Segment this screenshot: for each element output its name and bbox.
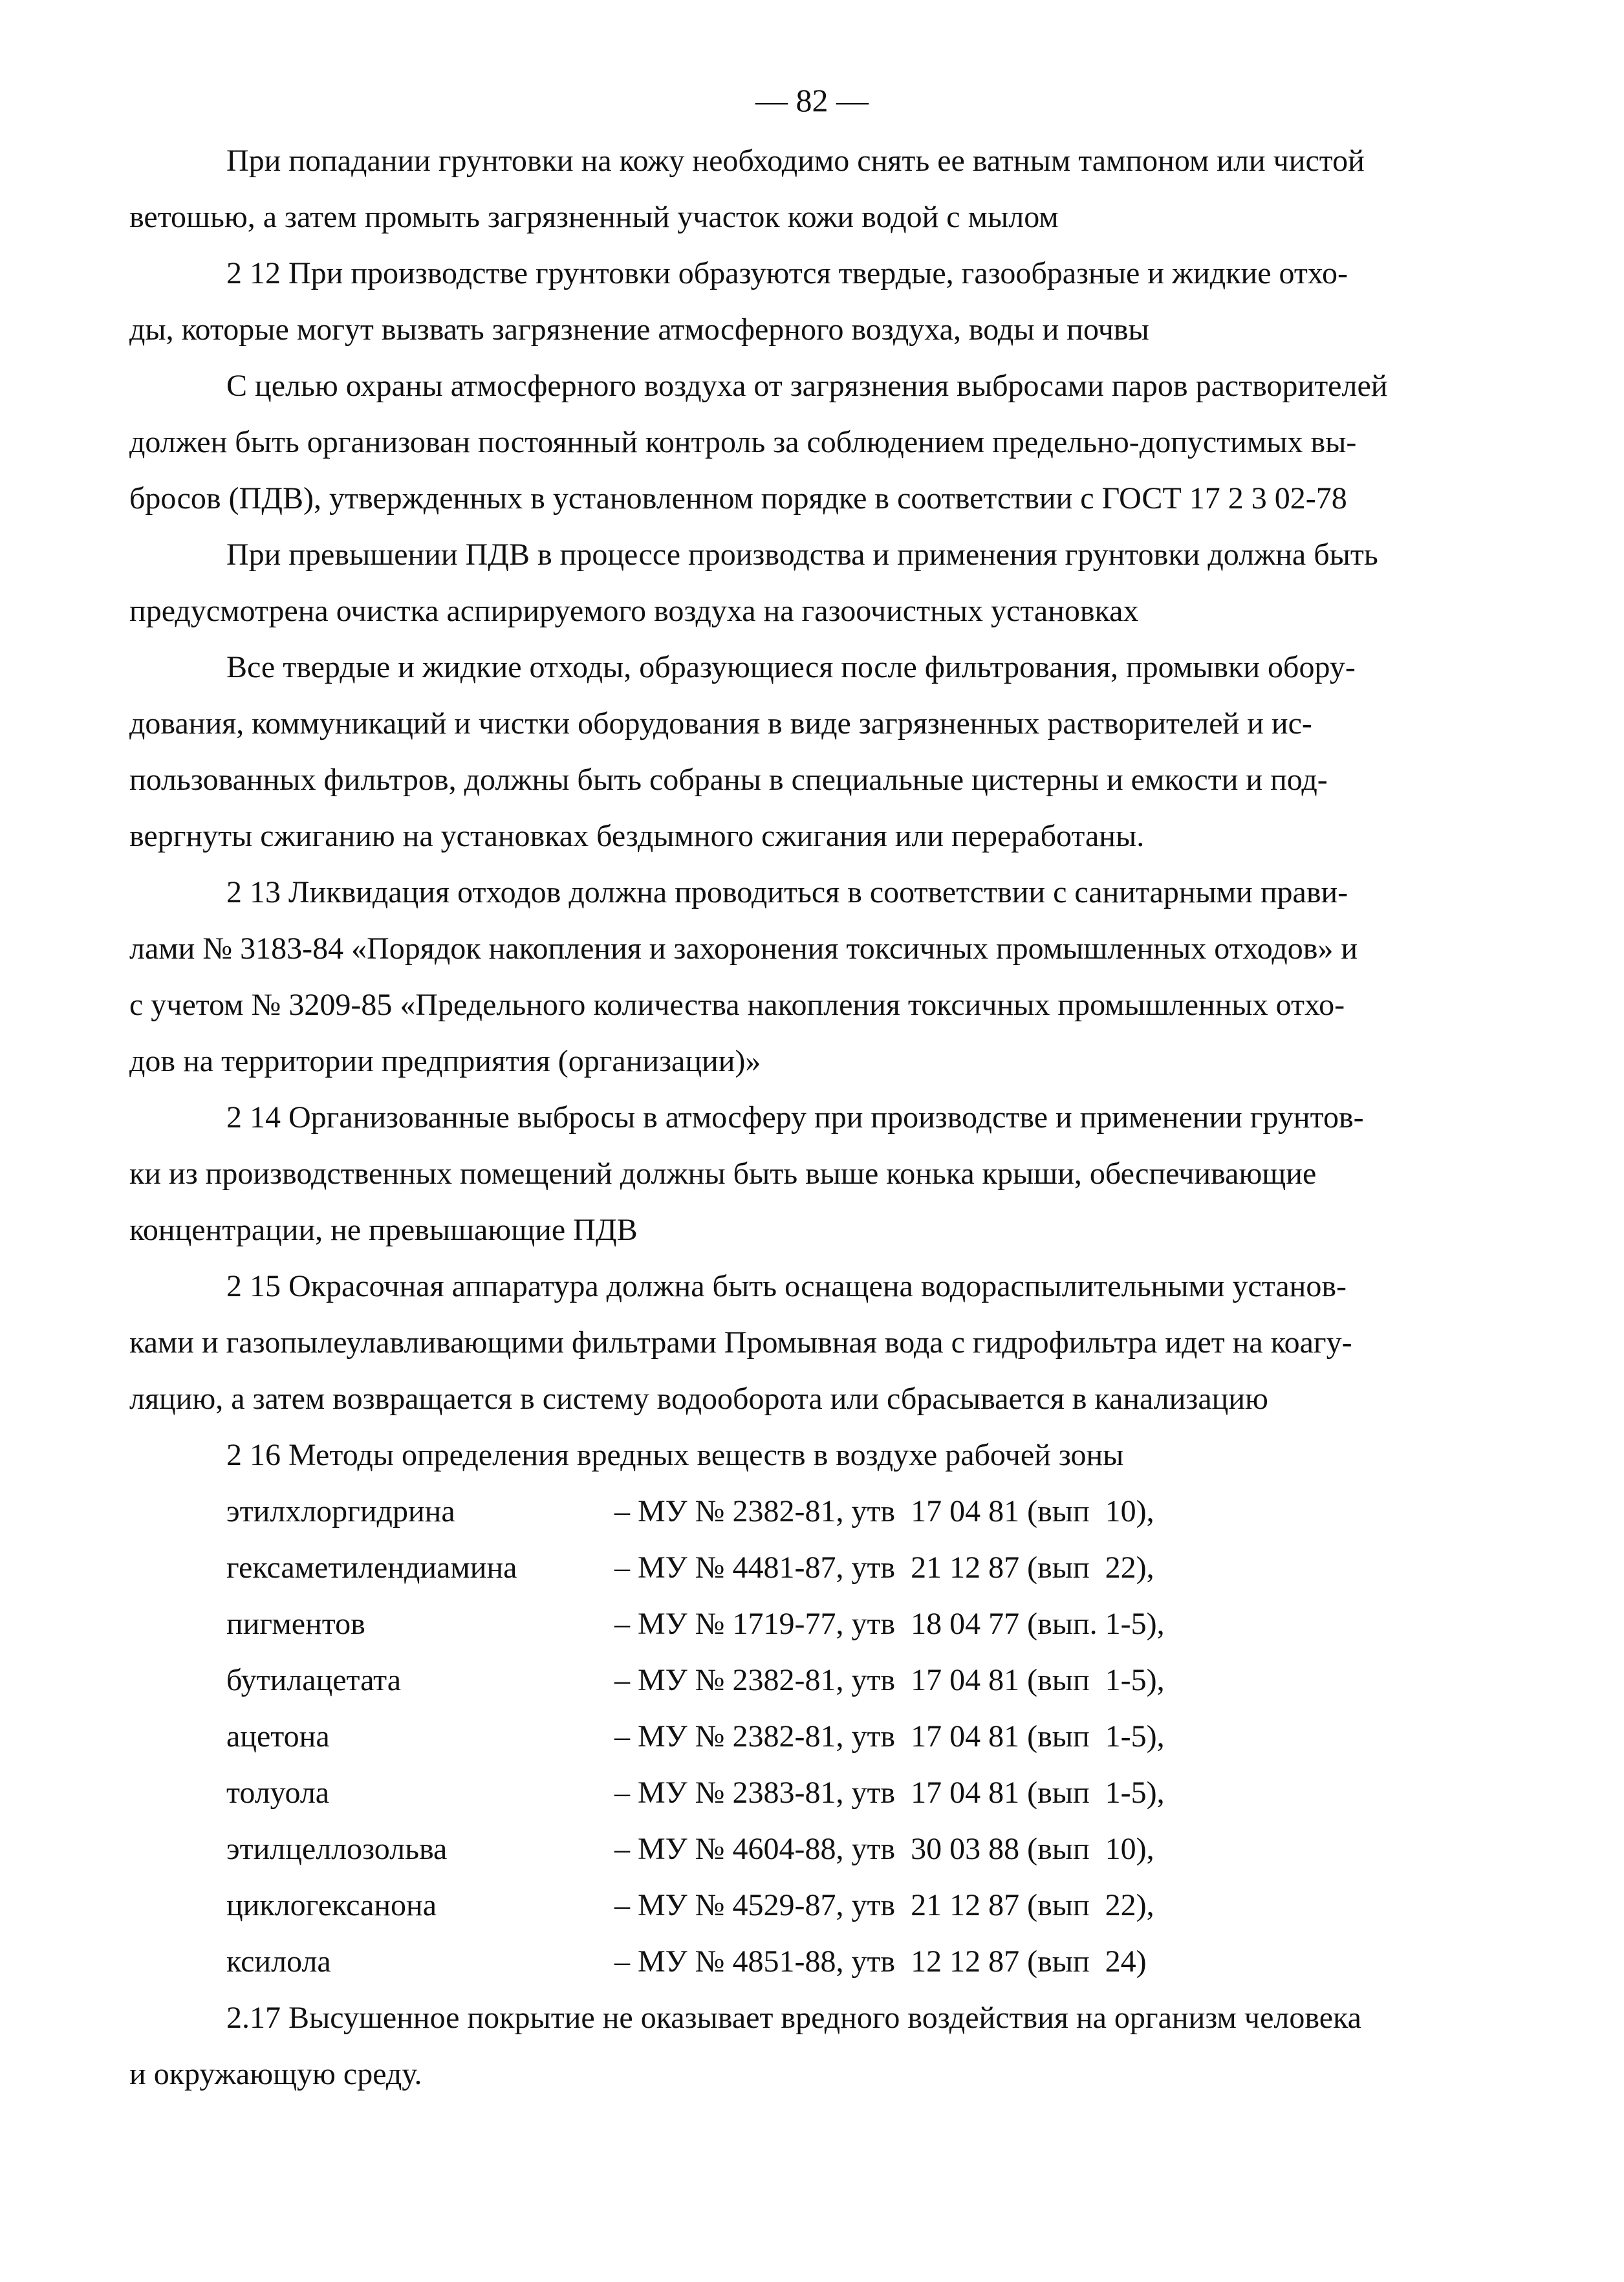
- method-reference: – МУ № 2383-81, утв 17 04 81 (вып 1-5),: [614, 1776, 1165, 1810]
- paragraph-2-13: 2 13 Ликвидация отходов должна проводиться в соответствии с санитарными прави- лами № 3183-84 «Порядок накопления и захоронения токсичных промышленных отходов» и с учетом № 3209-85 «Предельного количества накопления токсичных промышленных отхо- дов на территории предприятия (организации)»: [129, 875, 1358, 1078]
- method-row: [226, 1877, 1468, 1933]
- method-row: [226, 1652, 1468, 1708]
- method-substance: ксилола: [226, 1944, 331, 1979]
- method-substance: гексаметилендиамина: [226, 1550, 517, 1585]
- method-substance: этилцеллозольва: [226, 1832, 448, 1866]
- method-substance: пигментов: [226, 1607, 365, 1641]
- method-row: [226, 1765, 1468, 1821]
- paragraph-2-17: 2.17 Высушенное покрытие не оказывает вредного воздействия на организм человека и окружающую среду.: [129, 2001, 1361, 2091]
- paragraph-2-16: 2 16 Методы определения вредных веществ в воздухе рабочей зоны: [226, 1438, 1124, 1472]
- method-row: [226, 1708, 1468, 1765]
- method-reference: – МУ № 4481-87, утв 21 12 87 (вып 22),: [614, 1550, 1154, 1585]
- method-row: [226, 1539, 1468, 1596]
- method-row: [226, 1483, 1468, 1539]
- method-row: [226, 1933, 1468, 1990]
- method-substance: ацетона: [226, 1719, 330, 1754]
- page-number: — 82 —: [755, 82, 869, 118]
- paragraph-pdv-exceed: При превышении ПДВ в процессе производства и применения грунтовки должна быть предусмотрена очистка аспирируемого воздуха на газоочистных установках: [129, 538, 1378, 628]
- method-reference: – МУ № 4529-87, утв 21 12 87 (вып 22),: [614, 1888, 1154, 1922]
- method-reference: – МУ № 2382-81, утв 17 04 81 (вып 1-5),: [614, 1719, 1165, 1754]
- method-row: [226, 1821, 1468, 1877]
- method-substance: толуола: [226, 1776, 330, 1810]
- method-reference: – МУ № 1719-77, утв 18 04 77 (вып. 1-5),: [614, 1607, 1165, 1641]
- paragraph-2-14: 2 14 Организованные выбросы в атмосферу при производстве и применении грунтов- ки из производственных помещений должны быть выше конька крыши, обеспечивающие концентрации, не превышающие ПДВ: [129, 1100, 1364, 1247]
- method-reference: – МУ № 4851-88, утв 12 12 87 (вып 24): [614, 1944, 1147, 1979]
- method-reference: – МУ № 2382-81, утв 17 04 81 (вып 10),: [614, 1494, 1154, 1528]
- paragraph-air-protection: С целью охраны атмосферного воздуха от загрязнения выбросами паров растворителей должен быть организован постоянный контроль за соблюдением предельно-допустимых вы- бросов (ПДВ), утвержденных в установленном порядке в соответствии с ГОСТ 17 2 3 02-78: [129, 369, 1388, 516]
- methods-list: [129, 1483, 1468, 1990]
- paragraph-skin-contact: При попадании грунтовки на кожу необходимо снять ее ватным тампоном или чистой ветошью, а затем промыть загрязненный участок кожи водой с мылом: [129, 144, 1365, 234]
- paragraph-waste: Все твердые и жидкие отходы, образующиеся после фильтрования, промывки обору- дования, коммуникаций и чистки оборудования в виде загрязненных растворителей и ис- пользованных фильтров, должны быть собраны в специальные цистерны и емкости и под- вергнуты сжиганию на установках бездымного сжигания или переработаны.: [129, 650, 1356, 853]
- paragraph-2-12: 2 12 При производстве грунтовки образуются твердые, газообразные и жидкие отхо- ды, которые могут вызвать загрязнение атмосферного воздуха, воды и почвы: [129, 256, 1348, 347]
- paragraph-2-15: 2 15 Окрасочная аппаратура должна быть оснащена водораспылительными установ- ками и газопылеулавливающими фильтрами Промывная вода с гидрофильтра идет на коагу- ляцию, а затем возвращается в систему водооборота или сбрасывается в канализацию: [129, 1269, 1352, 1416]
- method-row: [226, 1596, 1468, 1652]
- method-substance: бутилацетата: [226, 1663, 401, 1697]
- method-substance: циклогексанона: [226, 1888, 437, 1922]
- body-text: [129, 133, 1468, 2102]
- method-reference: – МУ № 4604-88, утв 30 03 88 (вып 10),: [614, 1832, 1154, 1866]
- method-reference: – МУ № 2382-81, утв 17 04 81 (вып 1-5),: [614, 1663, 1165, 1697]
- method-substance: этилхлоргидрина: [226, 1494, 455, 1528]
